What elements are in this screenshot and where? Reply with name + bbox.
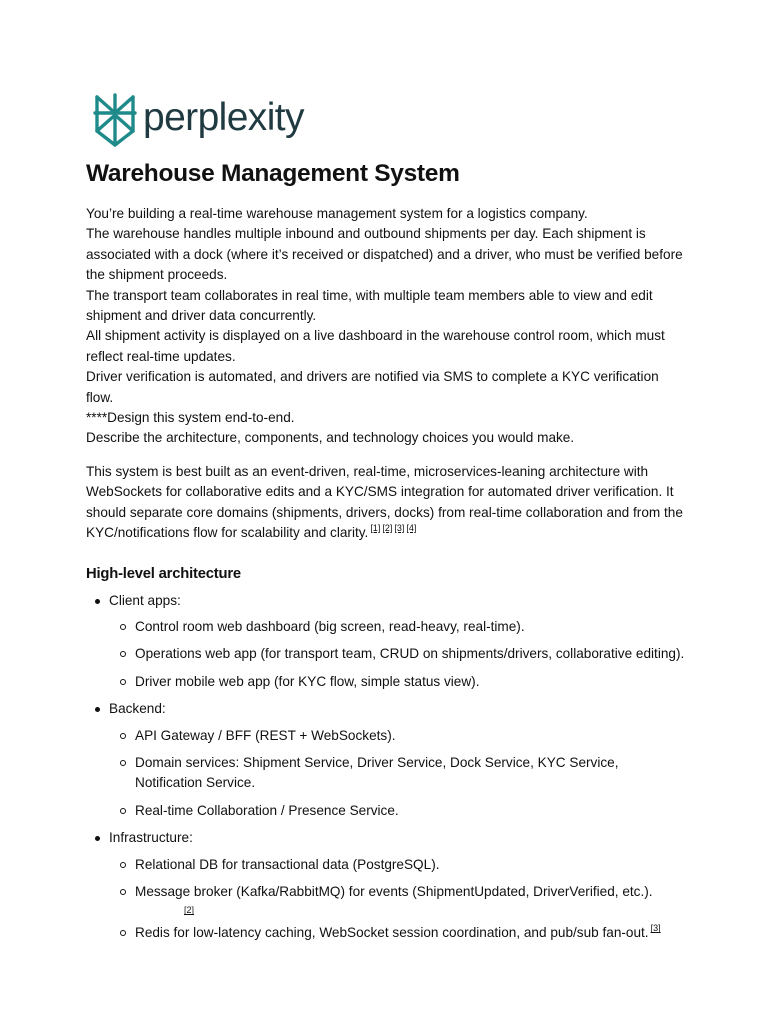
list-item xyxy=(86,591,686,611)
page-title: Warehouse Management System xyxy=(86,160,460,187)
summary-text: This system is best built as an event-driven, real-time, microservices-leaning architecture with WebSockets for collaborative edits and a KYC/SMS integration for automated driver verification. It should separate core domains (shipments, drivers, docks) from real-time collaboration and from the KYC/notifications flow for scalability and clarity. xyxy=(86,463,683,541)
list-item: Relational DB for transactional data (PostgreSQL). xyxy=(86,855,686,875)
list-item-label: Infrastructure: xyxy=(109,830,193,846)
citation-link[interactable]: [3] xyxy=(394,523,405,534)
citation-link[interactable]: [2] xyxy=(184,905,195,916)
intro-line: Describe the architecture, components, and technology choices you would make. xyxy=(86,430,575,446)
perplexity-logo-icon xyxy=(93,93,137,147)
list-item: Control room web dashboard (big screen, read-heavy, real-time). xyxy=(86,617,686,637)
list-item-label: Client apps: xyxy=(109,592,181,608)
citation-link[interactable]: [4] xyxy=(406,523,417,534)
brand-logo xyxy=(93,92,304,148)
list-item xyxy=(86,699,686,719)
summary-paragraph xyxy=(86,462,686,544)
list-item xyxy=(86,828,686,848)
citation-link[interactable]: [1] xyxy=(370,523,381,534)
intro-line: You’re building a real-time warehouse management system for a logistics company. xyxy=(86,206,588,221)
list-item: Operations web app (for transport team, CRUD on shipments/drivers, collaborative editing). xyxy=(86,644,686,664)
list-item-label: Backend: xyxy=(109,701,166,717)
intro-line: The warehouse handles multiple inbound and outbound shipments per day. Each shipment is associated with a dock (where it’s received or dispatched) and a driver, who must be verified before the shipment proceeds. xyxy=(86,226,683,283)
list-item: API Gateway / BFF (REST + WebSockets). xyxy=(86,726,686,746)
architecture-list xyxy=(86,591,686,944)
document-body xyxy=(86,204,686,944)
citation-link[interactable]: [3] xyxy=(650,923,661,934)
intro-line: ****Design this system end-to-end. xyxy=(86,410,295,426)
citation-link[interactable]: [2] xyxy=(382,523,393,534)
brand-name: perplexity xyxy=(143,95,304,139)
section-heading: High-level architecture xyxy=(86,565,241,582)
list-item: Redis for low-latency caching, WebSocket session coordination, and pub/sub fan-out. [3] xyxy=(86,923,686,943)
intro-line: The transport team collaborates in real time, with multiple team members able to view and edit shipment and driver data concurrently. xyxy=(86,287,653,324)
list-item: Driver mobile web app (for KYC flow, simple status view). xyxy=(86,672,686,692)
list-item: Real-time Collaboration / Presence Service. xyxy=(86,801,686,821)
list-item: Message broker (Kafka/RabbitMQ) for events (ShipmentUpdated, DriverVerified, etc.). [2] xyxy=(86,882,686,916)
intro-line: Driver verification is automated, and drivers are notified via SMS to complete a KYC verification flow. xyxy=(86,369,659,405)
intro-line: All shipment activity is displayed on a live dashboard in the warehouse control room, which must reflect real-time updates. xyxy=(86,328,665,364)
list-item: Domain services: Shipment Service, Driver Service, Dock Service, KYC Service, Notification Service. xyxy=(86,753,686,794)
